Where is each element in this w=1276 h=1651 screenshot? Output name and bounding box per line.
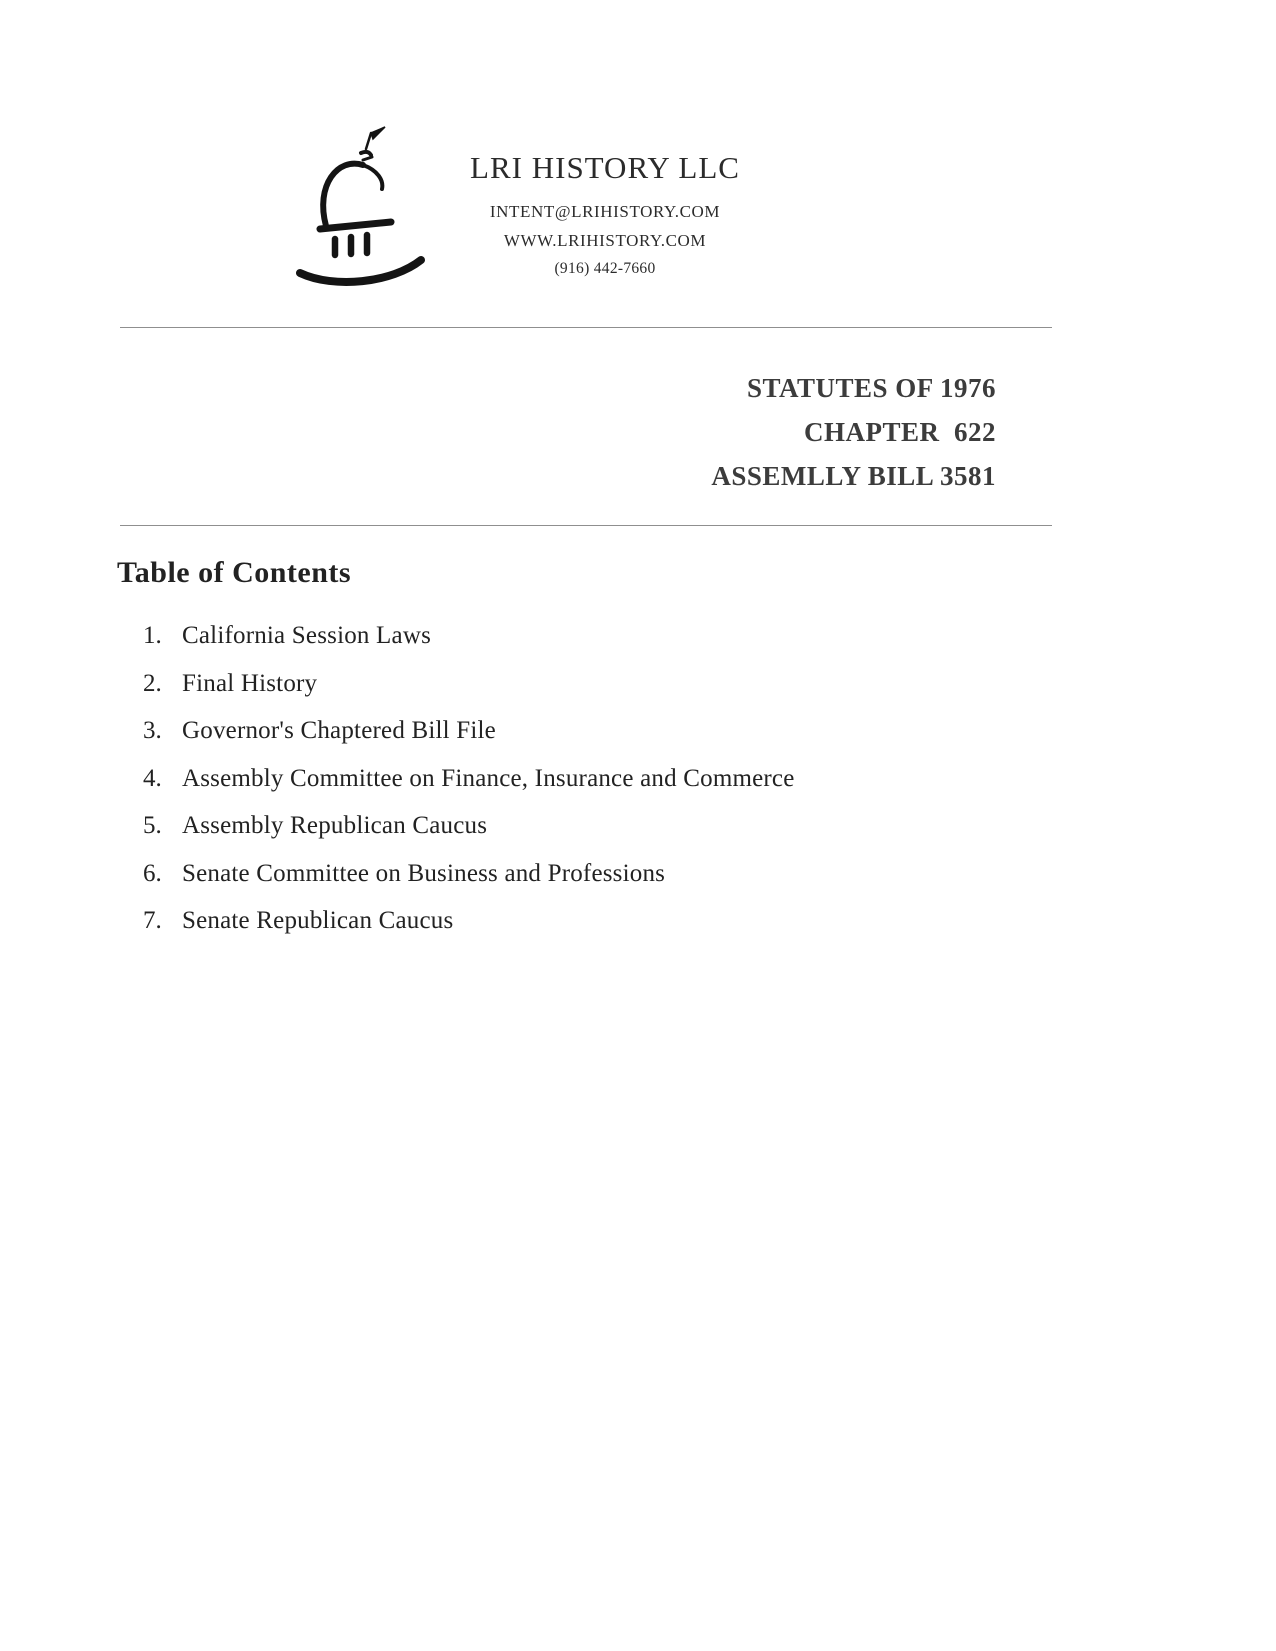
email-text: INTENT@LRIHISTORY.COM [489, 202, 721, 221]
toc-item [143, 860, 795, 887]
company-name: LRI HISTORY LLC [470, 150, 740, 185]
toc-list [143, 622, 795, 955]
toc-title: Table of Contents [117, 556, 352, 589]
toc-item [143, 717, 795, 744]
header-block [415, 150, 795, 278]
statute-heading [711, 366, 996, 498]
toc-item-label: California Session Laws [182, 622, 432, 649]
phone-text: (916) 442-7660 [554, 260, 656, 277]
chapter-line: CHAPTER 622 [803, 417, 996, 447]
toc-item [143, 812, 795, 839]
toc-item-number: 4. [143, 764, 162, 792]
divider-top [120, 327, 1052, 328]
toc-item [143, 765, 795, 792]
toc-item-label: Assembly Republican Caucus [182, 812, 488, 839]
assembly-bill-line: ASSEMLLY BILL 3581 [711, 461, 996, 491]
toc-item-label: Senate Republican Caucus [182, 907, 454, 934]
toc-item-number: 6. [143, 859, 162, 887]
website-text: WWW.LRIHISTORY.COM [503, 231, 707, 250]
toc-item-label: Governor's Chaptered Bill File [182, 717, 496, 744]
toc-item-number: 3. [143, 717, 162, 744]
toc-item [143, 907, 795, 934]
toc-item-label: Senate Committee on Business and Professions [182, 859, 666, 887]
toc-item-number: 1. [143, 622, 162, 649]
toc-item-number: 7. [143, 907, 162, 934]
toc-item-label: Assembly Committee on Finance, Insurance and Commerce [182, 764, 795, 792]
toc-item [143, 622, 795, 649]
statutes-line: STATUTES OF 1976 [746, 373, 996, 403]
divider-bottom [120, 525, 1052, 526]
toc-item-number: 5. [143, 812, 162, 839]
toc-item-number: 2. [143, 669, 162, 697]
toc-item-label: Final History [182, 669, 318, 697]
toc-item [143, 670, 795, 697]
